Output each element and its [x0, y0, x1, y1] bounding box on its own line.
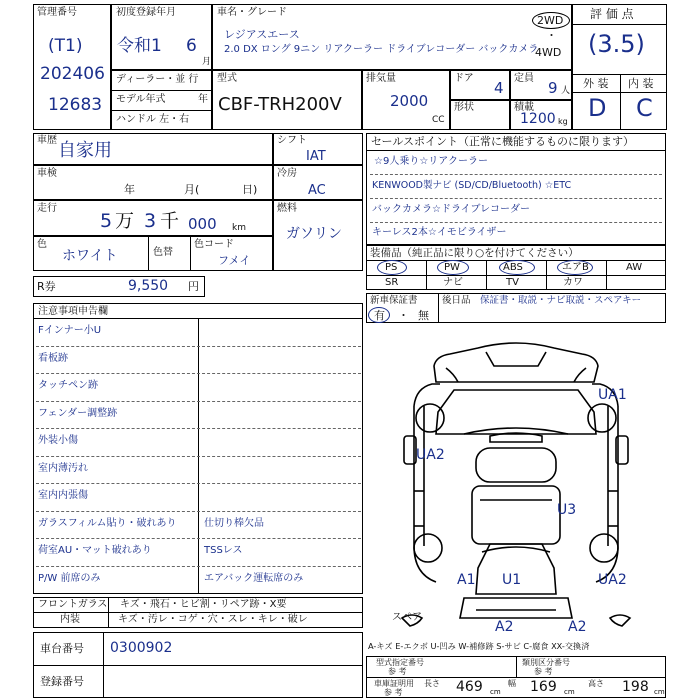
equipment-tv: TV	[506, 277, 519, 288]
sales-point: キーレス2本☆イモビライザー	[372, 227, 507, 238]
capacity-label: 定員	[514, 73, 534, 84]
equipment-pw: PW	[444, 262, 460, 273]
class-label: 類別区分番号	[522, 658, 570, 667]
load-value: 1200	[520, 111, 556, 127]
length-unit: cm	[490, 688, 501, 696]
color-value: ホワイト	[62, 248, 118, 264]
damage-mark: UA2	[416, 447, 445, 463]
warranty-yes: 有	[374, 309, 385, 322]
dealer-label: ディーラー・並 行	[116, 74, 199, 85]
equipment-aw: AW	[626, 262, 643, 273]
doors-value: 4	[494, 79, 504, 97]
inspection-label: 車検	[37, 168, 57, 179]
doors-label: ドア	[454, 73, 474, 84]
equipment-ps: PS	[385, 262, 398, 273]
interior-label: 内装	[60, 614, 80, 625]
type-ref: 参 考	[388, 667, 407, 676]
sales-point: バックカメラ☆ドライブレコーダー	[372, 204, 530, 215]
mileage-rest: 000	[188, 215, 217, 233]
warranty-dot: ・	[398, 309, 409, 322]
history-value: 自家用	[58, 140, 112, 161]
mileage-sen: 3	[144, 210, 157, 232]
note-left: 外装小傷	[38, 435, 78, 446]
lot-code: (T1)	[48, 36, 83, 56]
width-label: 幅	[508, 679, 516, 688]
ac-label: 冷房	[277, 168, 297, 179]
interior-value: キズ・汚レ・コゲ・穴・スレ・キレ・破レ	[118, 614, 308, 625]
fuel-label: 燃料	[277, 203, 297, 214]
damage-mark: A2	[568, 619, 587, 635]
score-value: (3.5)	[588, 30, 645, 58]
registration-label: 登録番号	[40, 675, 84, 688]
name-line2: 2.0 DX ロング 9ニン リアクーラー ドライブレコーダー バックカメラ	[224, 44, 539, 55]
model-year-unit: 年	[198, 94, 208, 105]
ext-label: 外 装	[583, 77, 609, 90]
color-change-label: 色替	[153, 247, 173, 258]
note-left: ガラスフィルム貼り・破れあり	[38, 517, 177, 529]
sales-title: セールスポイント（正常に機能するものに限ります）	[371, 135, 635, 148]
height-unit: cm	[654, 688, 665, 696]
chassis-label: 車台番号	[40, 642, 84, 655]
damage-legend: A-キズ E-エクボ U-凹み W-補修跡 S-サビ C-腐食 XX-交換済	[368, 641, 590, 651]
mileage-man: 5	[100, 210, 113, 232]
recycle-value: 9,550	[128, 278, 169, 294]
glass-value: キズ・飛石・ヒビ割・リペア跡・X要	[120, 599, 287, 610]
lot-label: 管理番号	[37, 7, 77, 18]
note-left: 看板跡	[38, 352, 68, 364]
color-code: フメイ	[218, 254, 251, 267]
note-left: タッチペン跡	[38, 380, 98, 391]
int-score: C	[636, 94, 653, 122]
equipment-abs: ABS	[503, 262, 523, 273]
notes-title: 注意事項申告欄	[38, 306, 108, 317]
ext-score: D	[588, 94, 607, 122]
equipment-navi: ナビ	[443, 277, 463, 288]
note-left: 室内薄汚れ	[38, 462, 88, 474]
spare-label: スペア	[392, 612, 422, 623]
capacity-unit: 人	[561, 86, 571, 96]
height-value: 198	[622, 679, 649, 695]
cert-label: 車庫証明用	[374, 679, 414, 688]
color-label: 色	[37, 239, 47, 250]
length-value: 469	[456, 679, 483, 695]
history-label: 車歴	[37, 135, 57, 146]
equipment-leather: カワ	[563, 277, 583, 288]
equipment-airbag: エアB	[562, 262, 589, 273]
mileage-man-unit: 万	[115, 210, 135, 232]
mileage-label: 走行	[37, 203, 57, 214]
chassis-value: 0300902	[110, 640, 173, 656]
lot-sub: 12683	[48, 95, 103, 115]
type-label: 型式指定番号	[376, 658, 424, 667]
length-label: 長さ	[424, 679, 440, 688]
capacity-value: 9	[548, 79, 558, 97]
damage-mark: UA1	[598, 387, 627, 403]
mileage-unit: km	[232, 223, 246, 233]
damage-mark: A2	[495, 619, 514, 635]
sales-point: KENWOOD製ナビ (SD/CD/Bluetooth) ☆ETC	[372, 180, 572, 191]
reg-month-unit: 月	[202, 57, 212, 67]
displacement-label: 排気量	[366, 73, 396, 84]
color-code-label: 色コード	[194, 239, 234, 250]
car-diagram	[366, 326, 666, 636]
note-left: 室内内張傷	[38, 490, 88, 501]
damage-mark: U1	[502, 572, 522, 588]
fuel-value: ガソリン	[286, 226, 342, 242]
recycle-unit: 円	[188, 280, 199, 293]
drive-sep: ・	[546, 29, 557, 42]
drive-4wd: 4WD	[535, 46, 562, 59]
equipment-title: 装備品（純正品に限り○を付けてください）	[370, 247, 579, 259]
name-line1: レジアスエース	[224, 28, 300, 41]
note-left: P/W 前席のみ	[38, 572, 101, 584]
height-label: 高さ	[588, 679, 604, 688]
score-label: 評 価 点	[590, 7, 634, 21]
recycle-label: R券	[37, 280, 56, 293]
service-label: 後日品	[442, 295, 471, 306]
recycle-box	[33, 276, 205, 297]
handle-label: ハンドル 左・右	[116, 114, 190, 125]
model-value: CBF-TRH200V	[218, 94, 342, 115]
shift-value: IAT	[306, 149, 326, 164]
note-left: フェンダー調整跡	[38, 407, 118, 419]
damage-mark: A1	[457, 572, 476, 588]
equipment-sr: SR	[385, 277, 399, 288]
width-value: 169	[530, 679, 557, 695]
inspection-box	[33, 165, 273, 200]
note-right: TSSレス	[204, 545, 243, 556]
note-right: 仕切り棒欠品	[204, 517, 264, 529]
model-year-label: モデル年式	[116, 94, 166, 105]
note-right: エアバック運転席のみ	[204, 572, 304, 584]
load-label: 積載	[514, 102, 534, 113]
displacement-value: 2000	[390, 92, 429, 110]
note-left: 荷室AU・マット破れあり	[38, 545, 152, 556]
reg-era: 令和1	[117, 36, 162, 56]
class-ref: 参 考	[534, 667, 553, 676]
damage-mark: UA2	[598, 572, 627, 588]
drive-2wd: 2WD	[537, 14, 564, 27]
shape-label: 形状	[454, 102, 474, 113]
reg-label: 初度登録年月	[116, 7, 176, 18]
lot-number: 202406	[40, 64, 105, 84]
reg-month: 6	[186, 36, 197, 56]
warranty-label: 新車保証書	[370, 295, 418, 306]
width-unit: cm	[564, 688, 575, 696]
sales-point: ☆9人乗り☆リアクーラー	[374, 156, 488, 167]
ac-value: AC	[308, 183, 326, 198]
inspection-month: 月(	[184, 183, 200, 196]
name-label: 車名・グレード	[217, 7, 287, 18]
glass-label: フロントガラス	[38, 599, 108, 610]
service-value: 保証書・取説・ナビ取説・スペアキー	[480, 295, 642, 306]
model-label: 型式	[217, 73, 237, 84]
inspection-day: 日)	[242, 183, 258, 196]
shift-label: シフト	[277, 135, 307, 146]
cert-ref: 参 考	[384, 688, 403, 697]
displacement-unit: CC	[432, 115, 445, 125]
inspection-year: 年	[124, 183, 135, 196]
int-label: 内 装	[628, 77, 654, 90]
damage-mark: U3	[557, 502, 577, 518]
warranty-no: 無	[418, 309, 429, 322]
mileage-sen-unit: 千	[160, 210, 180, 232]
note-left: Fインナー小U	[38, 325, 102, 336]
load-unit: kg	[558, 117, 568, 126]
